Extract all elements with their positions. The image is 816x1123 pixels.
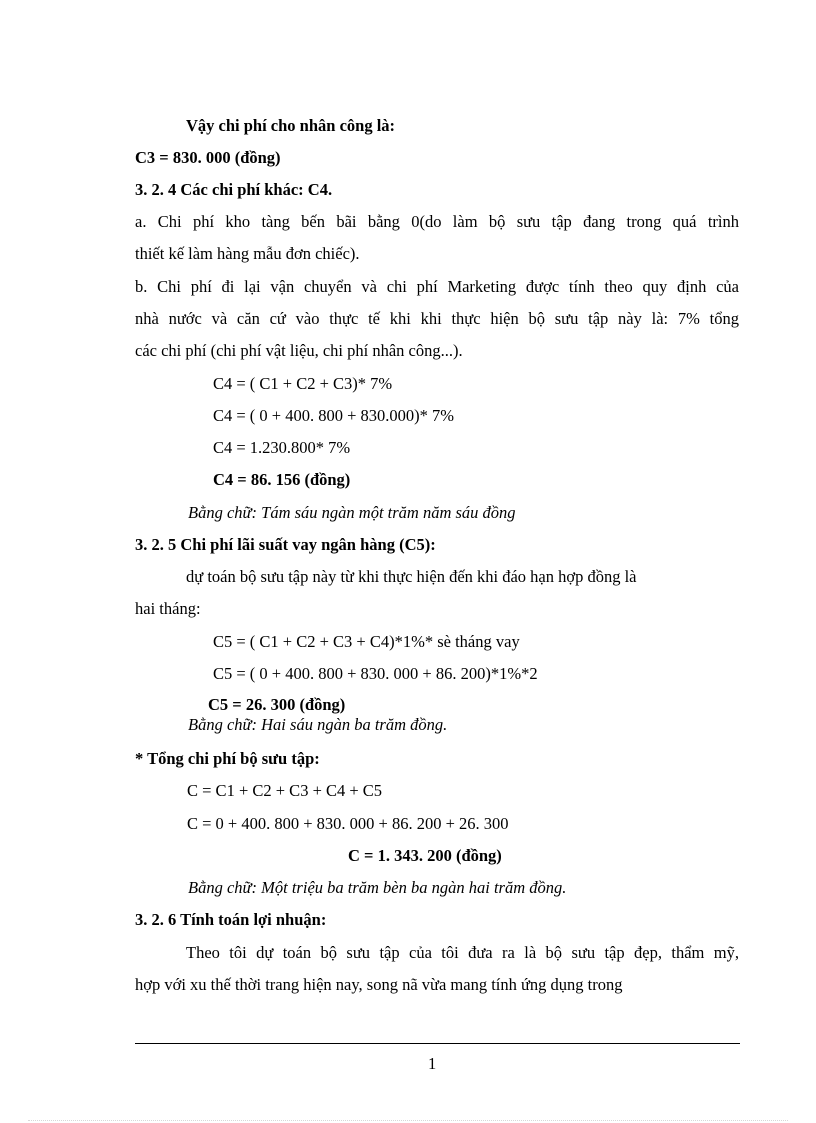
c5-formula: C5 = ( C1 + C2 + C3 + C4)*1%* sè tháng vay xyxy=(213,632,520,651)
total-formula: C = C1 + C2 + C3 + C4 + C5 xyxy=(187,781,383,800)
total-cost-heading: * Tổng chi phí bộ sưu tập: xyxy=(135,749,320,768)
labor-cost-heading: Vậy chi phí cho nhân công là: xyxy=(186,116,396,135)
total-substitution: C = 0 + 400. 800 + 830. 000 + 86. 200 + 26. 300 xyxy=(187,814,509,833)
total-in-words: Bằng chữ: Một triệu ba trăm bèn ba ngàn hai trăm đồng. xyxy=(188,878,567,897)
total-result: C = 1. 343. 200 (đồng) xyxy=(348,846,502,865)
footer-divider xyxy=(135,1043,740,1044)
c5-intro-line-1: dự toán bộ sưu tập này từ khi thực hiện đến khi đáo hạn hợp đồng là xyxy=(186,567,637,586)
paragraph-a-line-1: a. Chi phí kho tàng bến bãi bằng 0(do làm bộ sưu tập đang trong quá trình xyxy=(135,212,739,231)
paragraph-a-line-2: thiết kế làm hàng mẫu đơn chiếc). xyxy=(135,244,360,263)
page-number: 1 xyxy=(428,1054,437,1073)
paragraph-b-line-2: nhà nước và căn cứ vào thực tế khi khi thực hiện bộ sưu tập này là: 7% tổng xyxy=(135,309,739,328)
page-edge-divider xyxy=(28,1120,788,1121)
c4-formula: C4 = ( C1 + C2 + C3)* 7% xyxy=(213,374,393,393)
c5-intro-line-2: hai tháng: xyxy=(135,599,201,618)
c4-intermediate: C4 = 1.230.800* 7% xyxy=(213,438,351,457)
c5-substitution: C5 = ( 0 + 400. 800 + 830. 000 + 86. 200)*1%*2 xyxy=(213,664,538,683)
section-3-2-4-heading: 3. 2. 4 Các chi phí khác: C4. xyxy=(135,180,333,199)
section-3-2-6-heading: 3. 2. 6 Tính toán lợi nhuận: xyxy=(135,910,327,929)
c5-in-words: Bằng chữ: Hai sáu ngàn ba trăm đồng. xyxy=(188,715,448,734)
paragraph-b-line-3: các chi phí (chi phí vật liệu, chi phí nhân công...). xyxy=(135,341,463,360)
profit-paragraph-line-2: hợp với xu thế thời trang hiện nay, song nã vừa mang tính ứng dụng trong xyxy=(135,975,623,994)
c3-result: C3 = 830. 000 (đồng) xyxy=(135,148,281,167)
c5-result: C5 = 26. 300 (đồng) xyxy=(208,695,346,714)
c4-in-words: Bằng chữ: Tám sáu ngàn một trăm năm sáu đồng xyxy=(188,503,516,522)
paragraph-b-line-1: b. Chi phí đi lại vận chuyển và chi phí Marketing được tính theo quy định của xyxy=(135,277,739,296)
c4-substitution: C4 = ( 0 + 400. 800 + 830.000)* 7% xyxy=(213,406,455,425)
section-3-2-5-heading: 3. 2. 5 Chi phí lãi suất vay ngân hàng (C5): xyxy=(135,535,436,554)
c4-result: C4 = 86. 156 (đồng) xyxy=(213,470,351,489)
profit-paragraph-line-1: Theo tôi dự toán bộ sưu tập của tôi đưa ra là bộ sưu tập đẹp, thẩm mỹ, xyxy=(186,943,739,962)
